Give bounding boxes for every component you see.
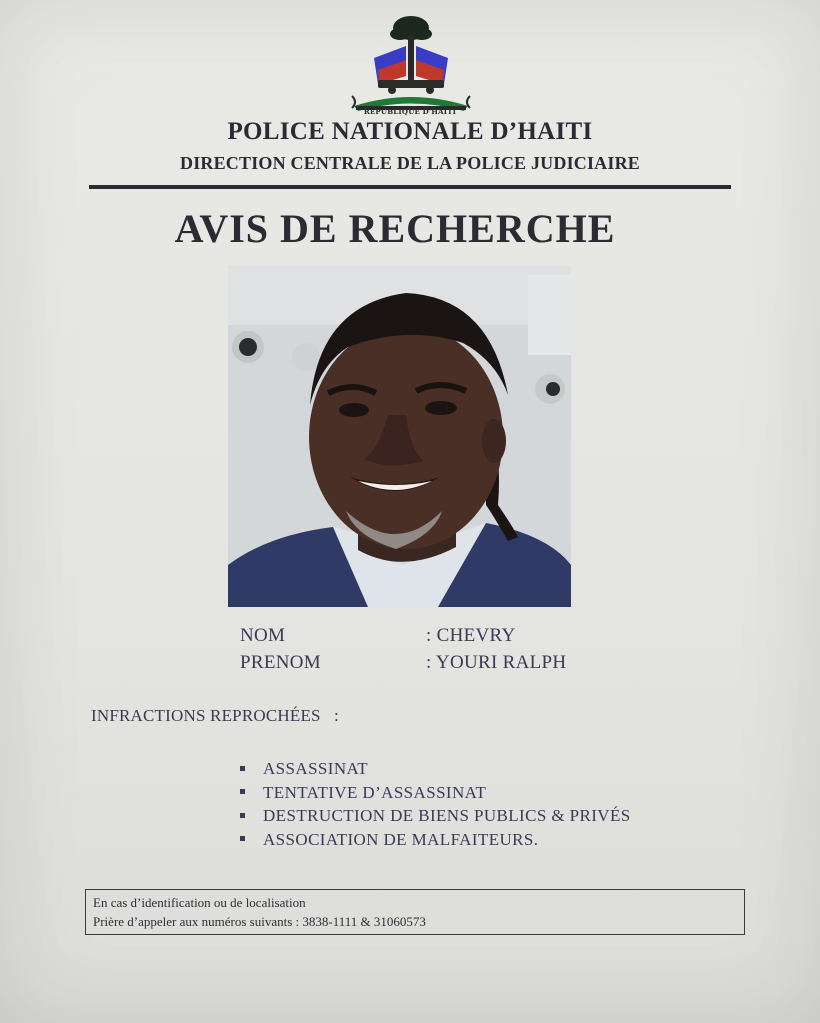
- offence-item: [240, 804, 631, 828]
- bullet-icon: [240, 813, 245, 818]
- offences-heading: INFRACTIONS REPROCHÉES :: [91, 706, 339, 725]
- first-name-label: PRENOM: [240, 652, 321, 673]
- offence-text: ASSOCIATION DE MALFAITEURS.: [263, 829, 539, 849]
- contact-box: [85, 889, 745, 935]
- bullet-icon: [240, 836, 245, 841]
- offence-list: [240, 757, 631, 851]
- offence-item: [240, 757, 631, 781]
- header-divider: [89, 185, 731, 189]
- bullet-icon: [240, 766, 245, 771]
- organization-title: POLICE NATIONALE D’HAITI: [227, 118, 593, 145]
- offence-text: DESTRUCTION DE BIENS PUBLICS & PRIVÉS: [263, 806, 631, 825]
- contact-instruction: En cas d’identification ou de localisation: [93, 895, 306, 910]
- offence-item: [240, 781, 631, 805]
- bullet-icon: [240, 789, 245, 794]
- last-name-value: : CHEVRY: [426, 625, 516, 646]
- coat-of-arms-caption: REPUBLIQUE D'HAITI: [363, 107, 457, 116]
- offence-item: [240, 828, 631, 852]
- last-name-label: NOM: [240, 625, 286, 646]
- haiti-coat-of-arms-icon: [348, 10, 474, 120]
- offence-text: ASSASSINAT: [263, 759, 369, 778]
- first-name-value: : YOURI RALPH: [426, 652, 567, 673]
- department-title: DIRECTION CENTRALE DE LA POLICE JUDICIAIRE: [180, 153, 640, 173]
- contact-phone-numbers: Prière d’appeler aux numéros suivants : 3838-1111 & 31060573: [93, 914, 426, 929]
- offence-text: TENTATIVE D’ASSASSINAT: [263, 782, 487, 802]
- notice-title: AVIS DE RECHERCHE: [174, 206, 616, 251]
- suspect-photo: [228, 265, 571, 607]
